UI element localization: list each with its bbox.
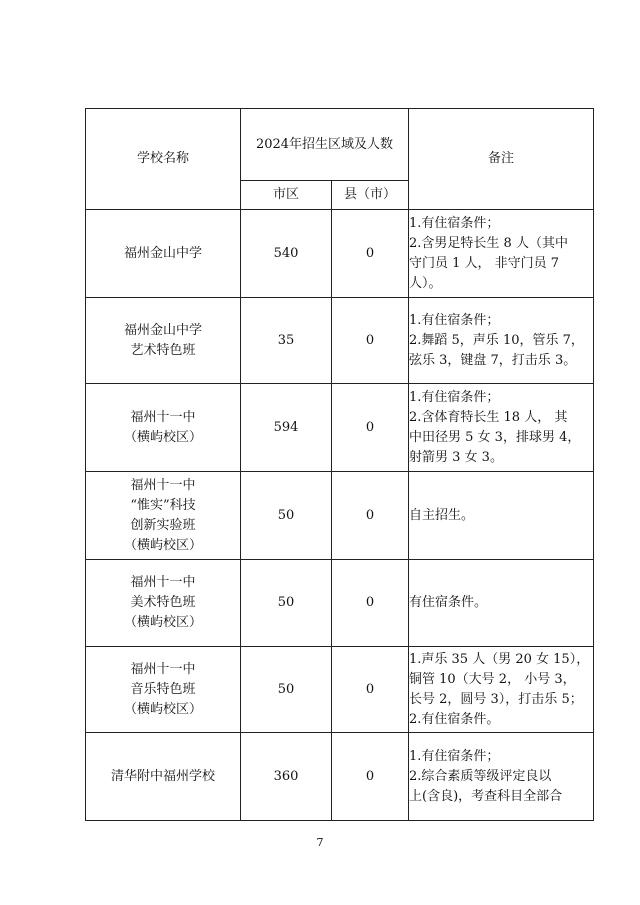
school-name-cell-line: 福州金山中学	[123, 245, 202, 261]
table-body	[86, 109, 594, 821]
school-name-cell-line: 福州十一中	[130, 409, 196, 425]
remark-cell-line: 1.有住宿条件；	[409, 215, 500, 231]
city-count-cell: 50	[241, 560, 332, 647]
table-row	[86, 733, 594, 821]
header-enrollment-quota: 2024年招生区域及人数	[241, 109, 409, 181]
table-row	[86, 560, 594, 647]
remark-cell	[409, 560, 594, 647]
school-name-cell	[86, 210, 241, 298]
county-count-cell: 0	[332, 733, 409, 821]
table-row	[86, 298, 594, 384]
city-count-cell: 594	[241, 384, 332, 472]
remark-cell-line: 铜管 10（大号 2， 小号 3，	[409, 671, 576, 687]
table-row	[86, 472, 594, 560]
school-name-cell	[86, 472, 241, 560]
school-name-cell-line: 福州十一中	[130, 661, 196, 677]
remark-cell-line: 长号 2，圆号 3），打击乐 5；	[409, 691, 583, 707]
school-name-cell	[86, 733, 241, 821]
school-name-cell-line: “惟实”科技	[130, 497, 196, 513]
remark-cell-line: 1.有住宿条件；	[409, 389, 500, 405]
school-name-cell	[86, 647, 241, 733]
city-count-cell: 50	[241, 647, 332, 733]
header-remark: 备注	[409, 109, 594, 210]
school-name-cell	[86, 298, 241, 384]
remark-cell-line: 1.有住宿条件；	[409, 748, 500, 764]
remark-cell-line: 射箭男 3 女 3。	[409, 449, 503, 465]
remark-cell-line: 弦乐 3，键盘 7，打击乐 3。	[409, 352, 577, 368]
school-name-cell-line: （横屿校区）	[123, 701, 202, 717]
school-name-cell-line: （横屿校区）	[123, 615, 202, 630]
school-name-cell-line: 福州金山中学	[123, 322, 202, 338]
remark-cell-line: 上(含良)，考查科目全部合	[409, 788, 563, 804]
remark-cell-line: 中田径男 5 女 3，排球男 4，	[409, 429, 581, 445]
page-number: 7	[316, 836, 324, 849]
remark-cell-line: 1.有住宿条件；	[409, 312, 500, 328]
city-count-cell: 35	[241, 298, 332, 384]
remark-cell-line: 2.舞蹈 5，声乐 10，管乐 7，	[409, 332, 584, 348]
remark-cell	[409, 647, 594, 733]
remark-cell-line: 2.含体育特长生 18 人， 其	[409, 409, 568, 425]
enrollment-table	[85, 108, 594, 821]
table-row	[86, 210, 594, 298]
county-count-cell: 0	[332, 647, 409, 733]
table-row	[86, 384, 594, 472]
table-row	[86, 647, 594, 733]
remark-cell-line: 有住宿条件。	[409, 595, 488, 610]
remark-cell-line: 2.有住宿条件。	[409, 711, 500, 727]
school-name-cell	[86, 560, 241, 647]
city-count-cell: 540	[241, 210, 332, 298]
remark-cell-line: 2.综合素质等级评定良以	[409, 768, 552, 784]
school-name-cell-line: 创新实验班	[130, 517, 196, 533]
county-count-cell: 0	[332, 560, 409, 647]
remark-cell	[409, 298, 594, 384]
remark-cell	[409, 384, 594, 472]
remark-cell-line: 守门员 1 人， 非守门员 7	[409, 255, 560, 271]
remark-cell-line: 自主招生。	[409, 507, 475, 523]
county-count-cell: 0	[332, 298, 409, 384]
school-name-cell-line: （横屿校区）	[123, 429, 202, 445]
remark-cell	[409, 210, 594, 298]
school-name-cell-line: 艺术特色班	[130, 342, 196, 358]
remark-cell-line: 1.声乐 35 人（男 20 女 15），	[409, 651, 590, 667]
remark-cell-line: 2.含男足特长生 8 人（其中	[409, 235, 568, 251]
city-count-cell: 360	[241, 733, 332, 821]
remark-cell-line: 人）。	[409, 275, 442, 291]
county-count-cell: 0	[332, 210, 409, 298]
school-name-cell-line: 美术特色班	[130, 595, 196, 610]
header-school-name: 学校名称	[86, 109, 241, 210]
header-county: 县（市）	[332, 181, 409, 210]
county-count-cell: 0	[332, 384, 409, 472]
school-name-cell-line: 清华附中福州学校	[110, 768, 215, 784]
header-row	[86, 109, 594, 181]
school-name-cell	[86, 384, 241, 472]
school-name-cell-line: （横屿校区）	[123, 537, 202, 553]
city-count-cell: 50	[241, 472, 332, 560]
school-name-cell-line: 音乐特色班	[130, 681, 196, 697]
remark-cell	[409, 472, 594, 560]
remark-cell	[409, 733, 594, 821]
header-city-district: 市区	[241, 181, 332, 210]
county-count-cell: 0	[332, 472, 409, 560]
school-name-cell-line: 福州十一中	[130, 477, 196, 493]
school-name-cell-line: 福州十一中	[130, 575, 196, 590]
